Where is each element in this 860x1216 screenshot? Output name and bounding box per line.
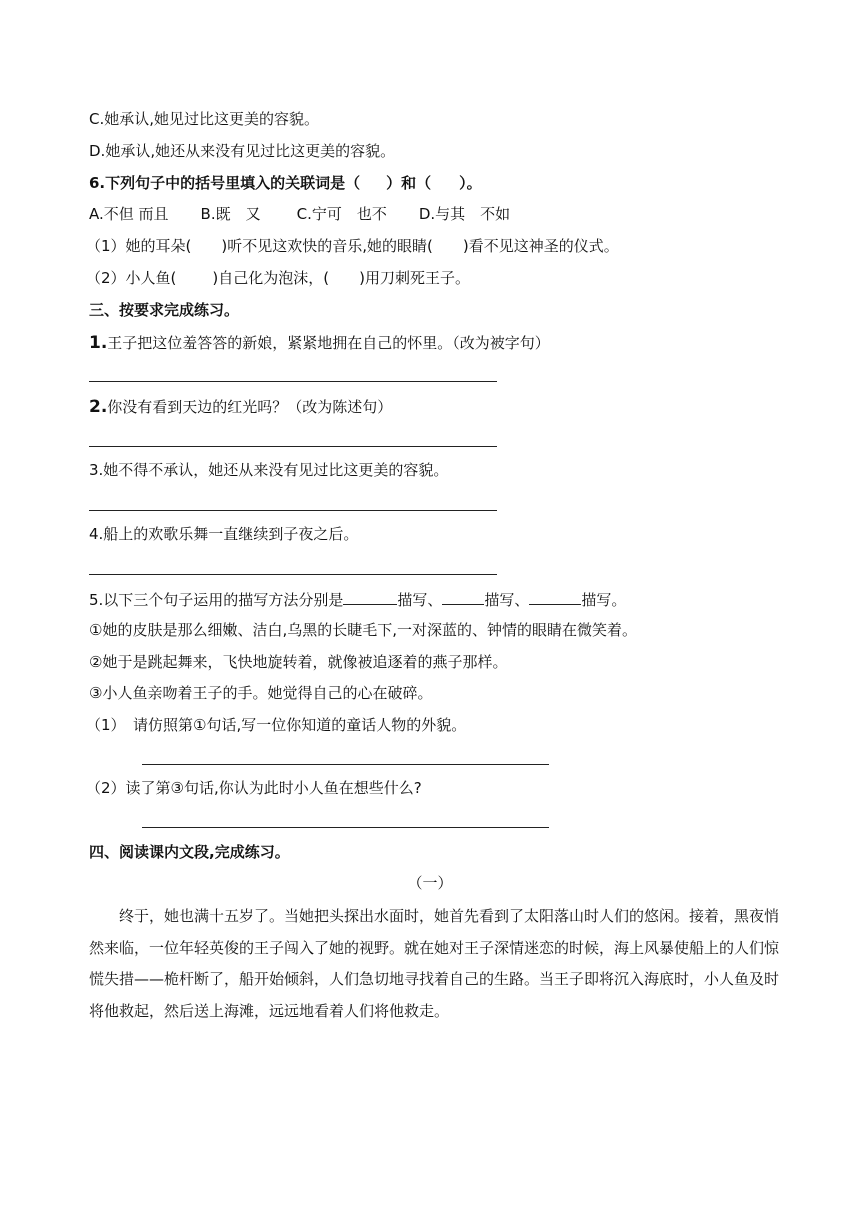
q6-s2-part-b: )自己化为泡沫，( xyxy=(212,269,330,287)
q5-part-b: 描写、 xyxy=(397,591,443,609)
q6-sentence-2 xyxy=(86,268,470,288)
answer-line-6[interactable] xyxy=(142,827,549,828)
q6-choice-c: C.宁可 也不 xyxy=(296,205,387,223)
q6-choice-b: B.既 又 xyxy=(200,205,261,223)
section-4-heading: 四、阅读课内文段,完成练习。 xyxy=(89,843,290,861)
q6-s2-part-a: （2）小人鱼( xyxy=(86,269,177,287)
s3-q2-text: 你没有看到天边的红光吗？（改为陈述句） xyxy=(107,398,393,416)
answer-line-1[interactable] xyxy=(89,381,497,382)
q6-s1-part-b: )听不见这欢快的音乐,她的眼睛( xyxy=(221,237,433,255)
answer-line-2[interactable] xyxy=(89,446,497,447)
q6-choice-d: D.与其 不如 xyxy=(418,205,511,223)
q6-s2-part-c: )用刀刺死王子。 xyxy=(359,269,470,287)
s3-sentence-1: ①她的皮肤是那么细嫩、洁白,乌黑的长睫毛下,一对深蓝的、钟情的眼睛在微笑着。 xyxy=(89,621,637,639)
option-d: D.她承认,她还从来没有见过比这更美的容貌。 xyxy=(89,142,396,160)
q6-title-part-c: ）。 xyxy=(459,174,482,192)
answer-line-3[interactable] xyxy=(89,510,497,511)
s3-question-5 xyxy=(89,588,626,610)
passage-part-label: （一） xyxy=(407,874,453,892)
question-6-title xyxy=(89,173,482,193)
s3-q1-number: 1. xyxy=(89,333,108,353)
option-c: C.她承认,她见过比这更美的容貌。 xyxy=(89,110,320,128)
answer-line-5[interactable] xyxy=(142,764,549,765)
answer-line-4[interactable] xyxy=(89,574,497,575)
q6-title-part-a: 6.下列句子中的括号里填入的关联词是（ xyxy=(89,174,361,192)
q6-choices xyxy=(89,204,510,224)
q5-blank-1[interactable] xyxy=(343,588,397,605)
reading-passage: 终于，她也满十五岁了。当她把头探出水面时，她首先看到了太阳落山时人们的悠闲。接着，黑夜悄然来临，一位年轻英俊的王子闯入了她的视野。就在她对王子深情迷恋的时候，海上风暴使船上的人们惊慌失措——桅杆断了，船开始倾斜，人们急切地寻找着自己的生路。当王子即将沉入海底时，小人鱼及时将他救起，然后送上海滩，远远地看着人们将他救走。 xyxy=(89,907,780,1020)
s3-q2-number: 2. xyxy=(89,397,108,417)
s3-sentence-3: ③小人鱼亲吻着王子的手。她觉得自己的心在破碎。 xyxy=(89,684,433,702)
s3-subquestion-1: （1） 请仿照第①句话,写一位你知道的童话人物的外貌。 xyxy=(86,716,467,734)
s3-question-4: 4.船上的欢歌乐舞一直继续到子夜之后。 xyxy=(89,525,359,543)
q6-title-part-b: ）和（ xyxy=(386,174,432,192)
q5-part-d: 描写。 xyxy=(581,591,627,609)
q5-part-c: 描写、 xyxy=(484,591,530,609)
s3-question-3: 3.她不得不承认，她还从来没有见过比这更美的容貌。 xyxy=(89,461,449,479)
q5-part-a: 5.以下三个句子运用的描写方法分别是 xyxy=(89,591,344,609)
s3-sentence-2: ②她于是跳起舞来，飞快地旋转着，就像被追逐着的燕子那样。 xyxy=(89,653,508,671)
section-3-heading: 三、按要求完成练习。 xyxy=(89,301,240,319)
s3-subquestion-2: （2）读了第③句话,你认为此时小人鱼在想些什么? xyxy=(86,779,422,797)
s3-q1-text: 王子把这位羞答答的新娘，紧紧地拥在自己的怀里。（改为被字句） xyxy=(107,334,550,352)
q6-choice-a: A.不但 而且 xyxy=(89,205,169,223)
q6-sentence-1 xyxy=(86,236,619,256)
s3-question-1 xyxy=(89,333,550,353)
q5-blank-3[interactable] xyxy=(529,588,581,605)
q6-s1-part-a: （1）她的耳朵( xyxy=(86,237,192,255)
q6-s1-part-c: )看不见这神圣的仪式。 xyxy=(462,237,619,255)
q5-blank-2[interactable] xyxy=(442,588,484,605)
s3-question-2 xyxy=(89,397,392,417)
